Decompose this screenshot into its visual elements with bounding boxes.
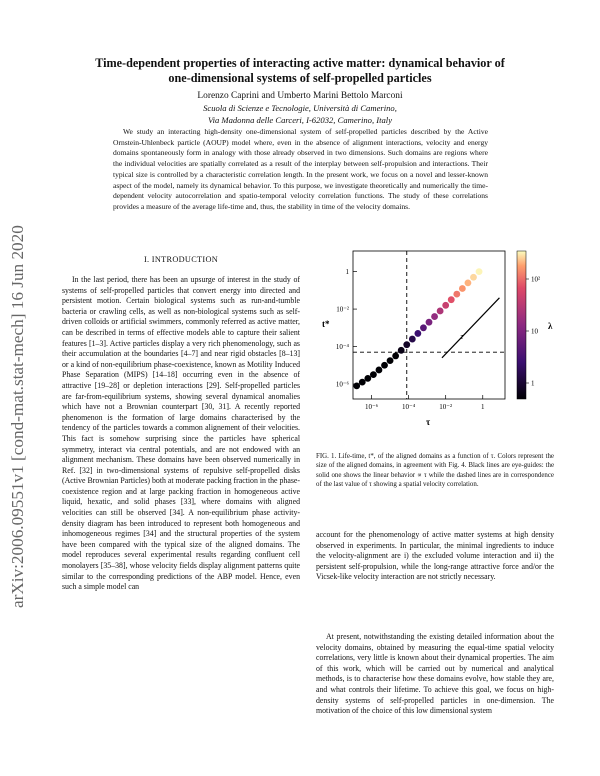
colorbar-label: λ bbox=[548, 321, 553, 331]
colorbar bbox=[517, 251, 526, 399]
data-point bbox=[392, 353, 399, 360]
arxiv-identifier bbox=[2, 170, 32, 610]
affiliation bbox=[60, 102, 540, 126]
colorbar-tick-label: 10² bbox=[531, 275, 541, 284]
title-line-1: Time-dependent properties of interacting active matter: dynamical behavior of bbox=[95, 56, 505, 70]
lifetime-chart bbox=[316, 243, 560, 443]
data-point bbox=[448, 296, 455, 303]
data-point bbox=[376, 367, 383, 374]
x-tick-label: 10⁻⁴ bbox=[402, 403, 416, 411]
data-point bbox=[437, 308, 444, 315]
data-point bbox=[364, 375, 371, 382]
data-point bbox=[420, 324, 427, 331]
right-paragraph-2: At present, notwithstanding the existing detailed information about the velocity domains, obtained by measuring the equal-time spatial velocity correlations, very little is known about their dynamical properties. The aim of this work, which will be carried out by numerical and analytical methods, is to characterise how these domains evolve, how stable they are, and what controls their lifetime. To achieve this goal, we focus on high-density systems of self-propelled particles in one-dimension. The motivation of the choice of this low dimensional system bbox=[316, 632, 554, 716]
data-point bbox=[370, 371, 377, 378]
y-tick-label: 1 bbox=[345, 268, 349, 277]
section-heading: I. INTRODUCTION bbox=[143, 255, 219, 264]
y-tick-label: 10⁻⁶ bbox=[335, 380, 349, 389]
data-point bbox=[476, 268, 483, 275]
x-tick-label: 10⁻² bbox=[439, 403, 453, 411]
colorbar-tick-label: 1 bbox=[531, 379, 535, 388]
data-point bbox=[459, 285, 466, 292]
data-point bbox=[442, 302, 449, 309]
x-axis-label: τ bbox=[426, 417, 431, 427]
y-tick-label: 10⁻⁴ bbox=[335, 343, 349, 352]
affiliation-line-1: Scuola di Scienze e Tecnologie, Università di Camerino, bbox=[203, 103, 397, 113]
linear-guide-line bbox=[442, 298, 499, 358]
data-point bbox=[353, 382, 360, 389]
data-point bbox=[426, 319, 433, 326]
x-tick-label: 1 bbox=[481, 403, 485, 411]
arxiv-id-text: arXiv:2006.09551v1 [cond-mat.stat-mech] 16 Jun 2020 bbox=[8, 225, 27, 608]
data-point bbox=[409, 336, 416, 343]
guide-label: τ bbox=[460, 332, 464, 342]
x-tick-label: 10⁻⁶ bbox=[364, 403, 379, 411]
colorbar-tick-label: 10 bbox=[531, 327, 538, 336]
figure-1 bbox=[316, 243, 560, 443]
data-point bbox=[381, 362, 388, 369]
title-line-2: one-dimensional systems of self-propelled particles bbox=[168, 71, 432, 85]
data-point bbox=[359, 379, 366, 386]
right-paragraph-1: account for the phenomenology of active matter systems at high density observed in experiments. In particular, the minimal ingredients to induce the velocity-alignment are i) the excluded volume interaction and ii) the persistent self-propulsion, while the long-range attractive force and/or the Vicsek-like velocity interaction are not strictly necessary. bbox=[316, 530, 554, 582]
data-point bbox=[387, 357, 394, 364]
figure-caption: FIG. 1. Life-time, t*, of the aligned domains as a function of τ. Colors represent the size of the aligned domains, in agreement with Fig. 4. Black lines are eye-guides: the solid one shows the linear behavior ∝ τ while the dashed lines are in correspondence of the last value of τ showing a spatial velocity correlation. bbox=[316, 453, 554, 488]
data-point bbox=[398, 347, 405, 354]
authors: Lorenzo Caprini and Umberto Marini Bettolo Marconi bbox=[197, 91, 403, 101]
y-axis-label: t* bbox=[322, 319, 330, 329]
data-point bbox=[470, 274, 477, 281]
affiliation-line-2: Via Madonna delle Carceri, I-62032, Camerino, Italy bbox=[207, 115, 393, 125]
data-point bbox=[414, 330, 421, 337]
intro-paragraph: In the last period, there has been an upsurge of interest in the study of systems of self-propelled particles that convert energy into directed and persistent motion. Certain biological systems such as run-and-tumble bacteria or crawling cells, as well as non-biological systems such as self-driven colloids or artificial swimmers, commonly referred as active matter, can be described in terms of effective models able to capture their salient features [1–3]. Active particles display a very rich phenomenology, such as their accumulation at the boundaries [4–7] and near rigid obstacles [8–13] or a kind of non-equilibrium phase-coexistence, known as Motility Induced Phase Separation (MIPS) [14–18] occurring even in the absence of attractive [19–28] or depletion interactions [29]. Self-propelled particles are far-from-equilibrium systems, showing several dynamical anomalies which have not a Brownian counterpart [30, 31]. A recently reported phenomenon is the formation of large domains characterised by the tendency of the particles towards a common alignement of their velocities. This fact is somehow surprising since the particles have spherical symmetry, interact via central potentials, and are not endowed with an alignment mechanism. These domains have been observed numerically in Ref. [32] in two-dimensional systems of repulsive self-propelled disks (Active Brownian Particles) both at moderate packing fraction in the phase-coexistence region and at large packing fraction in homogeneous active liquid, hexatic, and solid phases [33], where domains with aligned velocities can still be observed [34]. A non-equilibrium phase activity-density diagram has been introduced to represent both homogeneous and inhomogeneous regimes [34] and the structural properties of the system have been compared with the typical size of the aligned domains. The model reproduces several experimental results regarding confluent cell monolayers [35–38], whose velocity fields display alignment patterns quite similar to the corresponding predictions of the ABP model. Hence, even such a simple model can bbox=[62, 275, 300, 592]
data-point bbox=[465, 279, 472, 286]
data-point bbox=[453, 291, 460, 298]
data-point bbox=[403, 341, 410, 348]
data-point bbox=[431, 313, 438, 320]
abstract: We study an interacting high-density one-dimensional system of self-propelled particles described by the Active Ornstein-Uhlenbeck particle (AOUP) model where, even in the absence of alignment interactions, velocity and energy domains spontaneously form in analogy with those already observed in two dimensions. Such domains are regions where the individual velocities are spatially correlated as a result of the interplay between self-propulsion and interactions. Their typical size is controlled by a characteristic correlation length. In the present work, we focus on a novel and lesser-known aspect of the model, namely its dynamical behavior. To this purpose, we investigate theoretically and numerically the time-dependent velocity autocorrelation and spatio-temporal velocity correlation functions. The study of these correlations provides a measure of the average life-time and, thus, the stability in time of the velocity domains. bbox=[113, 127, 488, 211]
y-tick-label: 10⁻² bbox=[336, 305, 349, 314]
paper-title bbox=[60, 56, 540, 86]
